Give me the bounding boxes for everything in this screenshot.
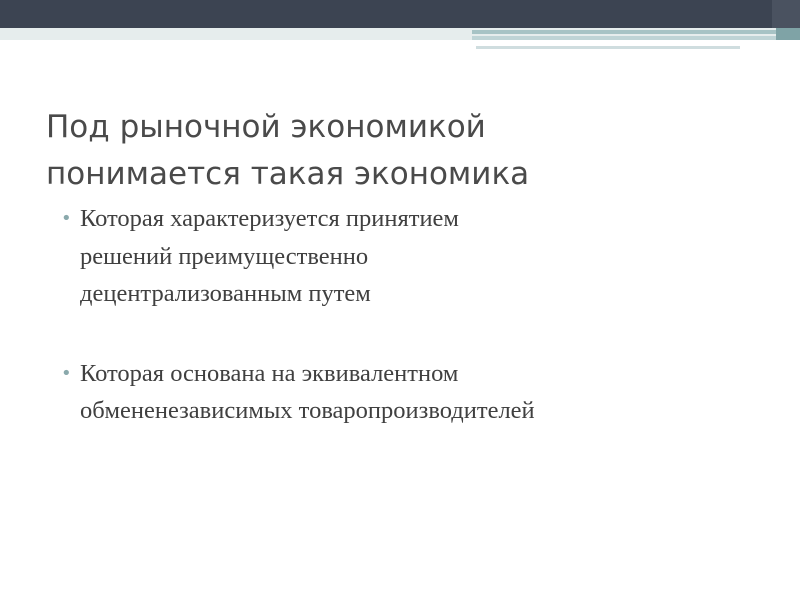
bullet-text-line: решений преимущественно [80,242,369,270]
header-accent-underline [476,46,740,49]
header-band-cap [772,0,800,28]
header-accent-stripe [472,30,800,34]
bullet-list [60,200,780,430]
bullet-text-line: обмененезависимых товаропроизводителей [80,397,535,424]
bullet-text-line: Которая основана на эквивалентном [80,359,459,387]
bullet-text-line: Которая характеризуется принятием [80,205,459,232]
slide-title-line: понимается такая экономика [46,156,530,192]
bullet-item [60,200,780,313]
slide-title [46,104,766,198]
header-accent-block [776,28,800,40]
slide-title-line: Под рыночной экономикой [46,109,486,145]
header-band [0,0,800,28]
bullet-icon: • [61,208,72,229]
bullet-icon: • [61,362,72,384]
header-accent-stripe-lower [472,36,800,40]
bullet-item [60,355,780,430]
bullet-text-line: децентрализованным путем [80,280,371,307]
